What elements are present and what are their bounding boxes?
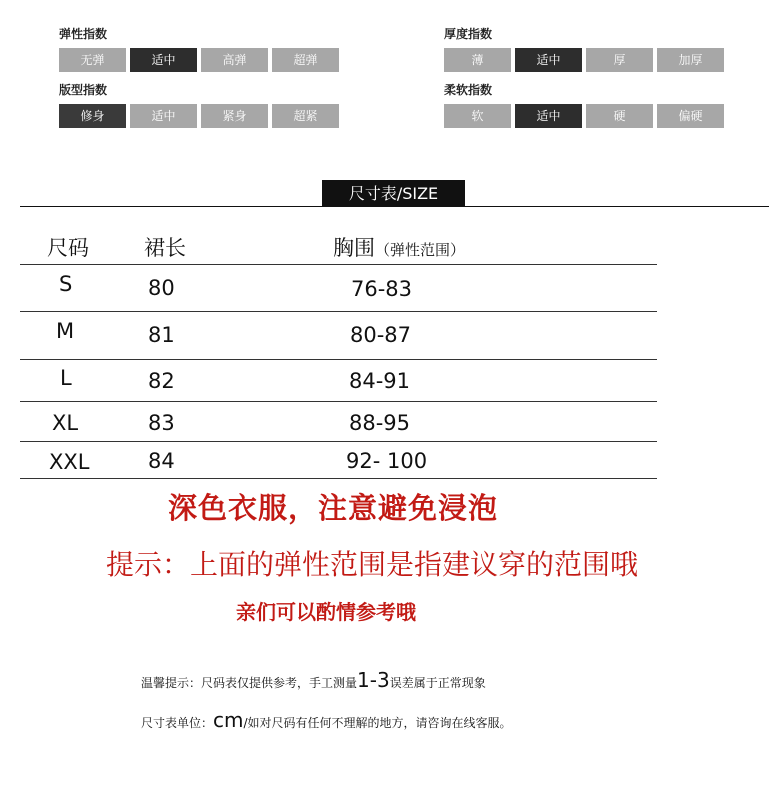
row-divider [20,441,657,442]
softness-options [444,104,724,128]
header-bust-label: 胸围 [333,236,375,260]
dark-clothes-warning: 深色衣服，注意避免浸泡 [168,491,499,525]
bust-cell: 76-83 [351,277,413,301]
reference-tip: 亲们可以酌情参考哦 [236,600,416,624]
thickness-option: 加厚 [657,48,724,72]
thickness-index-label: 厚度指数 [444,27,493,41]
fit-option: 适中 [130,104,197,128]
row-divider [20,264,657,265]
row-divider [20,478,657,479]
size-cell: XXL [49,450,90,474]
size-cell: L [60,366,72,390]
size-cell: XL [52,411,79,435]
unit-value: cm [213,708,244,732]
elastic-range-tip: 提示：上面的弹性范围是指建议穿的范围哦 [106,548,639,581]
elasticity-option: 无弹 [59,48,126,72]
warm-reminder [141,668,486,692]
header-bust [333,232,465,262]
header-size: 尺码 [47,236,89,260]
fit-options [59,104,339,128]
softness-option: 软 [444,104,511,128]
elasticity-option: 高弹 [201,48,268,72]
elasticity-option: 超弹 [272,48,339,72]
length-cell: 82 [148,369,175,393]
length-cell: 81 [148,323,175,347]
thickness-option: 厚 [586,48,653,72]
bust-cell: 80-87 [350,323,412,347]
length-cell: 84 [148,449,175,473]
unit-note-suffix: /如对尺码有任何不理解的地方，请咨询在线客服。 [243,716,512,730]
softness-option: 偏硬 [657,104,724,128]
bust-cell: 92- 100 [346,449,428,473]
bust-cell: 84-91 [349,369,411,393]
row-divider [20,311,657,312]
elasticity-index-label: 弹性指数 [59,27,108,41]
size-cell: S [59,272,73,296]
thickness-options [444,48,724,72]
softness-option-selected: 适中 [515,104,582,128]
length-cell: 80 [148,276,175,300]
warm-reminder-range: 1-3 [357,668,390,692]
unit-note-prefix: 尺寸表单位： [141,716,214,730]
elasticity-options [59,48,339,72]
thickness-option: 薄 [444,48,511,72]
thickness-option-selected: 适中 [515,48,582,72]
fit-index-label: 版型指数 [59,83,108,97]
row-divider [20,401,657,402]
row-divider [20,359,657,360]
softness-option: 硬 [586,104,653,128]
warm-reminder-suffix: 误差属于正常现象 [389,676,486,690]
header-length: 裙长 [144,236,186,260]
title-divider [20,206,769,207]
elasticity-option-selected: 适中 [130,48,197,72]
softness-index-label: 柔软指数 [444,83,493,97]
fit-option: 紧身 [201,104,268,128]
fit-option-selected: 修身 [59,104,126,128]
size-cell: M [56,319,75,343]
warm-reminder-prefix: 温馨提示：尺码表仅提供参考，手工测量 [141,676,358,690]
size-table-title: 尺寸表/SIZE [322,180,465,207]
fit-option: 超紧 [272,104,339,128]
header-bust-note: （弹性范围） [375,241,466,259]
unit-note [141,708,512,732]
length-cell: 83 [148,411,175,435]
bust-cell: 88-95 [349,411,411,435]
